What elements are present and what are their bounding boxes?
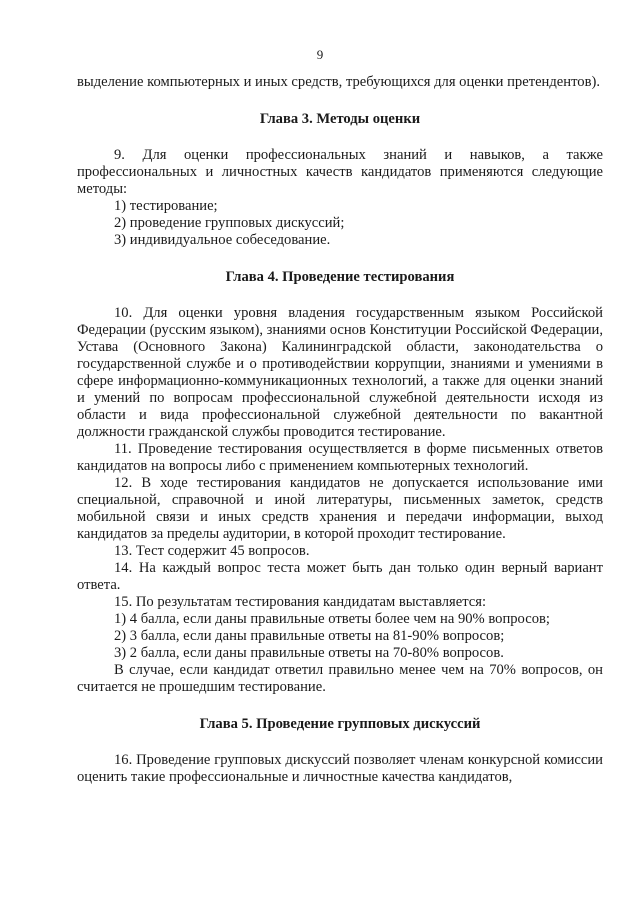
paragraph-9-item-3: 3) индивидуальное собеседование. [114,232,331,248]
paragraph-16: 16. Проведение групповых дискуссий позволяет членам конкурсной комиссии оценить такие профессиональные и личностные качества кандидатов, [77,752,603,785]
paragraph-15: 15. По результатам тестирования кандидатам выставляется: [114,594,487,610]
paragraph-10: 10. Для оценки уровня владения государственным языком Российской Федерации (русским языком), знаниями основ Конституции Российской Федерации, Устава (Основного Закона) Калининградской области, законодательства о государственной службе и о противодействии коррупции, знаниями и умениями в сфере информационно-коммуникационных технологий, а также для оценки знаний и умений по вопросам профессиональной служебной деятельности исходя из области и вида профессиональной служебной деятельности по вакантной должности гражданской службы проводится тестирование. [77,305,603,440]
paragraph-15-item-2: 2) 3 балла, если даны правильные ответы на 81-90% вопросов; [114,628,505,644]
chapter-3-heading: Глава 3. Методы оценки [259,111,421,127]
paragraph-9-item-1: 1) тестирование; [114,198,218,214]
chapter-5-heading: Глава 5. Проведение групповых дискуссий [199,716,481,732]
document-body [77,74,603,786]
paragraph-9: 9. Для оценки профессиональных знаний и навыков, а также профессиональных и личностных качеств кандидатов применяются следующие методы: [77,147,603,197]
paragraph-12: 12. В ходе тестирования кандидатов не допускается использование ими специальной, справочной и иной литературы, письменных заметок, средств мобильной связи и иных средств хранения и передачи информации, выход кандидатов за пределы аудитории, в которой проходит тестирование. [77,475,603,542]
paragraph-15-item-3: 3) 2 балла, если даны правильные ответы на 70-80% вопросов. [114,645,504,661]
paragraph-9-item-2: 2) проведение групповых дискуссий; [114,215,345,231]
page-number: 9 [316,47,324,62]
paragraph-15-item-1: 1) 4 балла, если даны правильные ответы более чем на 90% вопросов; [114,611,550,627]
paragraph-continuation: выделение компьютерных и иных средств, требующихся для оценки претендентов). [77,74,600,90]
paragraph-14: 14. На каждый вопрос теста может быть дан только один верный вариант ответа. [77,560,603,593]
paragraph-15-note: В случае, если кандидат ответил правильно менее чем на 70% вопросов, он считается не прошедшим тестирование. [77,662,603,695]
paragraph-11: 11. Проведение тестирования осуществляется в форме письменных ответов кандидатов на вопросы либо с применением компьютерных технологий. [77,441,603,474]
paragraph-13: 13. Тест содержит 45 вопросов. [114,543,310,559]
chapter-4-heading: Глава 4. Проведение тестирования [225,269,455,285]
